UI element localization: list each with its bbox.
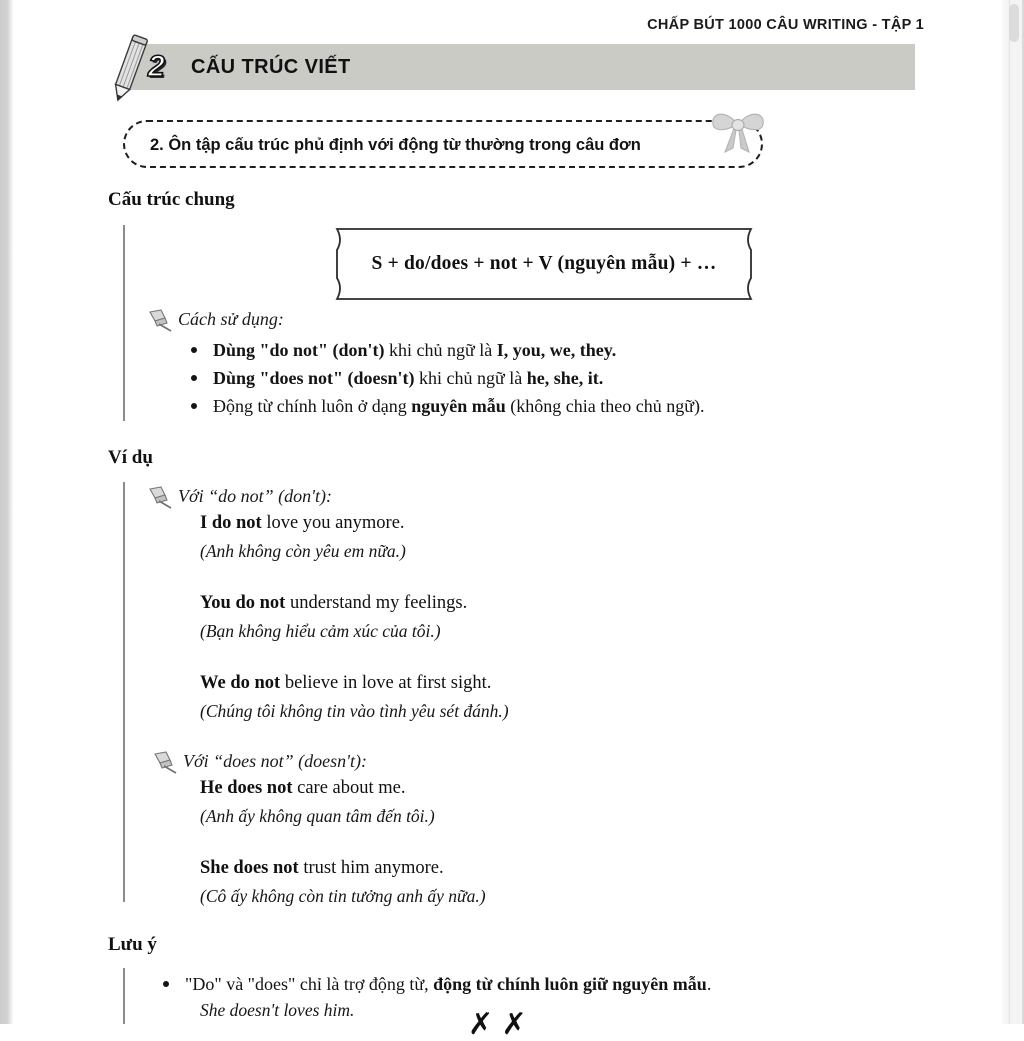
section-banner — [130, 44, 915, 90]
example-en-rest: love you anymore. — [261, 513, 405, 533]
note-wrong-example: She doesn't loves him. — [200, 1000, 355, 1020]
heading-structure: Cấu trúc chung — [108, 189, 235, 210]
bullet-seg: động từ chính luôn giữ nguyên mẫu — [433, 974, 707, 994]
usage-bullet-3-text — [213, 394, 705, 419]
pushpin-icon — [151, 751, 179, 775]
document-page — [13, 0, 1002, 1041]
usage-bullet-1-text — [213, 338, 616, 363]
bullet-seg: he, she, it. — [526, 368, 604, 388]
formula-text: S + do/does + not + V (nguyên mẫu) + … — [371, 253, 717, 274]
bullet-seg: nguyên mẫu — [411, 396, 506, 416]
section-title: CẤU TRÚC VIẾT — [191, 56, 351, 78]
pencil-icon — [109, 32, 149, 104]
lesson-title: 2. Ôn tập cấu trúc phủ định với động từ thường trong câu đơn — [150, 136, 641, 154]
heading-examples: Ví dụ — [108, 447, 153, 468]
example-3-en — [200, 671, 491, 695]
example-en-rest: believe in love at first sight. — [280, 673, 492, 693]
example-en-bold: She does not — [200, 858, 299, 878]
example-4-vi: (Anh ấy không quan tâm đến tôi.) — [200, 806, 435, 826]
example-5-en — [200, 856, 444, 880]
example-5-vi: (Cô ấy không còn tin tưởng anh ấy nữa.) — [200, 886, 486, 906]
running-header: CHẤP BÚT 1000 CÂU WRITING - TẬP 1 — [647, 17, 924, 33]
example-group-2-label: Với “does not” (doesn't): — [183, 751, 367, 771]
scrollbar-thumb[interactable] — [1009, 4, 1019, 42]
example-2-vi: (Bạn không hiểu cảm xúc của tôi.) — [200, 621, 441, 641]
bullet-seg: Dùng "do not" (don't) — [213, 340, 385, 360]
example-group-1-label: Với “do not” (don't): — [178, 486, 332, 506]
bullet-dot — [163, 981, 169, 987]
pushpin-icon — [146, 486, 174, 510]
section-number: 2 — [148, 50, 165, 83]
example-3-vi: (Chúng tôi không tin vào tình yêu sét đánh.) — [200, 701, 509, 721]
pushpin-icon — [146, 309, 174, 333]
bullet-seg: khi chủ ngữ là — [384, 340, 497, 360]
bullet-seg: I, you, we, they. — [496, 340, 617, 360]
example-1-en — [200, 511, 405, 535]
vertical-scrollbar[interactable] — [1009, 0, 1022, 1024]
indent-rule-notes — [123, 968, 125, 1024]
ribbon-bow-icon — [707, 106, 769, 160]
bullet-seg: khi chủ ngữ là — [414, 368, 527, 388]
bullet-seg: . — [706, 974, 712, 994]
bullet-seg: "Do" và "does" chỉ là trợ động từ, — [185, 974, 434, 994]
usage-bullet-2-text — [213, 366, 603, 391]
example-1-vi: (Anh không còn yêu em nữa.) — [200, 541, 406, 561]
example-en-bold: He does not — [200, 778, 293, 798]
bullet-seg: Dùng "does not" (doesn't) — [213, 368, 415, 388]
example-2-en — [200, 591, 467, 615]
usage-pin-label: Cách sử dụng: — [178, 309, 284, 329]
bullet-dot — [191, 347, 197, 353]
heading-notes: Lưu ý — [108, 934, 157, 955]
bullet-seg: (không chia theo chủ ngữ). — [505, 396, 705, 416]
example-en-bold: We do not — [200, 673, 281, 693]
note-bullet-1-text — [185, 972, 711, 997]
example-en-bold: You do not — [200, 593, 286, 613]
example-4-en — [200, 776, 406, 800]
example-en-rest: care about me. — [292, 778, 406, 798]
formula-box — [323, 228, 765, 300]
indent-rule-structure — [123, 225, 125, 421]
bullet-seg: Động từ chính luôn ở dạng — [213, 396, 412, 416]
example-en-bold: I do not — [200, 513, 262, 533]
left-page-gutter — [0, 0, 13, 1024]
bullet-dot — [191, 403, 197, 409]
indent-rule-examples — [123, 482, 125, 902]
cross-mark-cut-off: ✗ ✗ — [468, 1008, 527, 1041]
example-en-rest: trust him anymore. — [298, 858, 444, 878]
lesson-title-box — [123, 120, 763, 168]
example-en-rest: understand my feelings. — [285, 593, 468, 613]
bullet-dot — [191, 375, 197, 381]
